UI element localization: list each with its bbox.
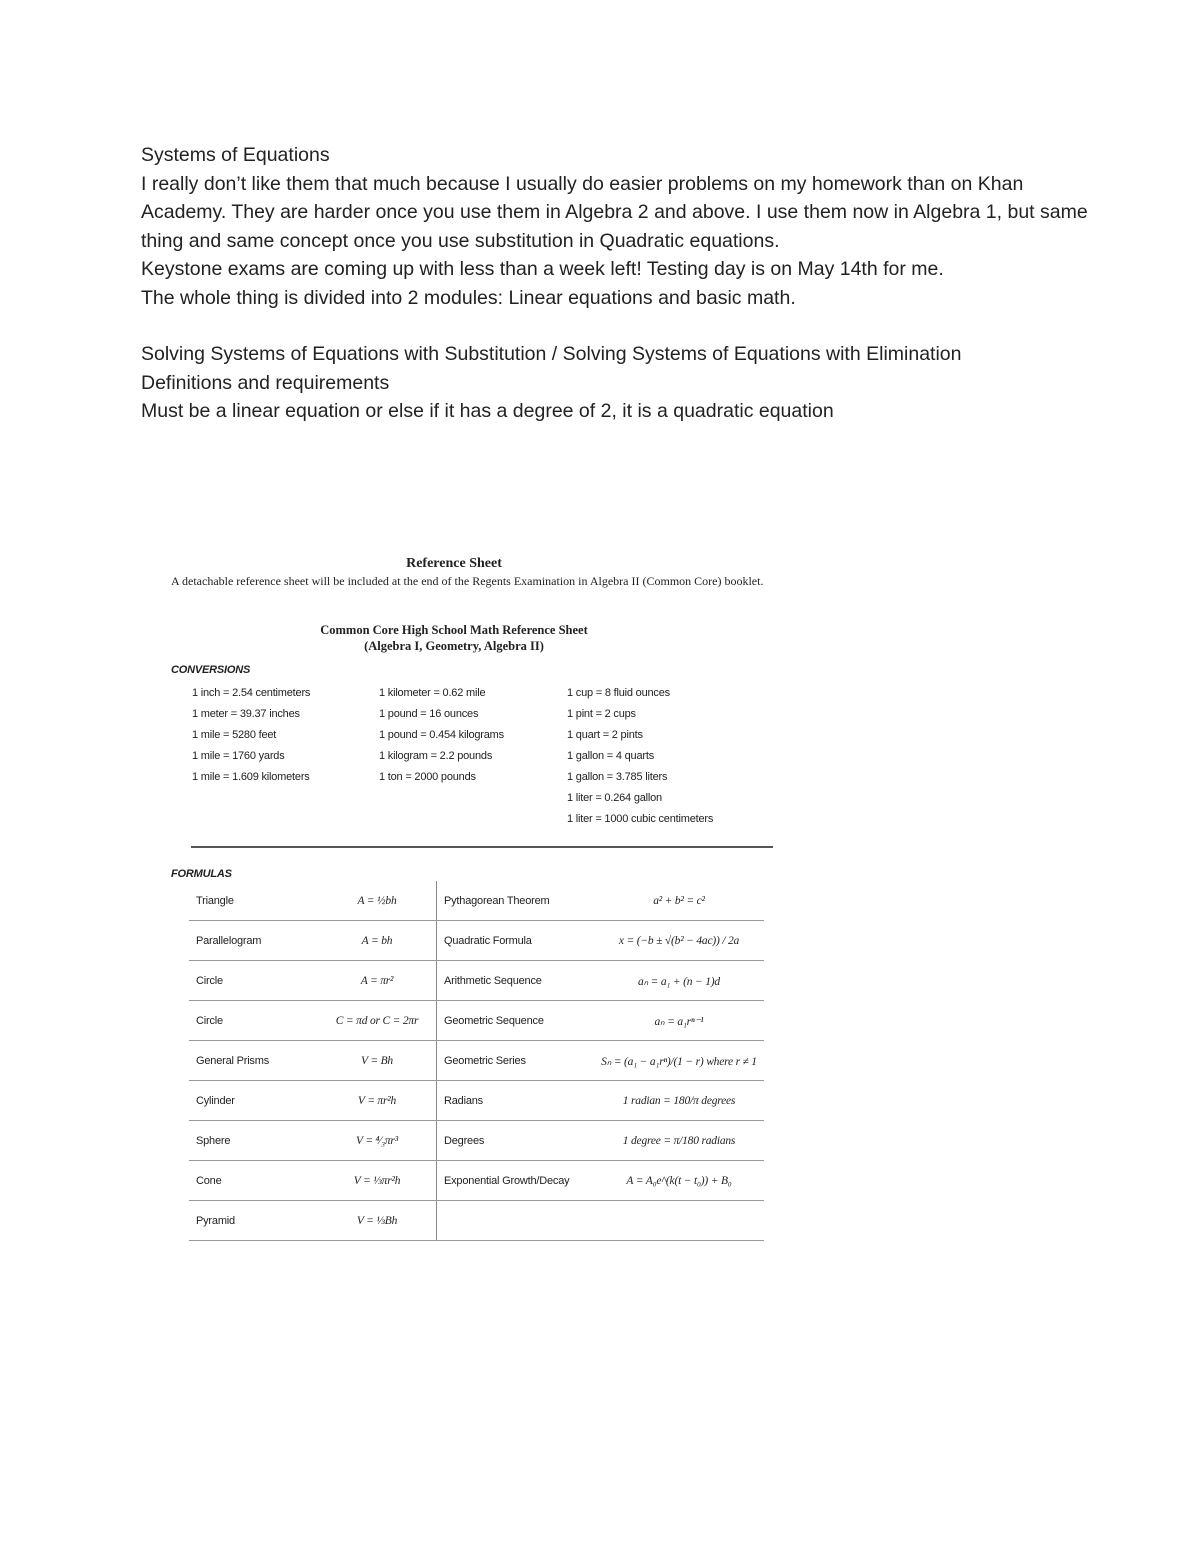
formula-name: Sphere [189, 1121, 318, 1161]
formula-equation: V = ⁴⁄₃πr³ [318, 1121, 437, 1161]
conversion-item: 1 quart = 2 pints [567, 729, 643, 741]
formula-row [189, 1041, 764, 1081]
formula-name: Geometric Sequence [437, 1001, 595, 1041]
common-core-heading: Common Core High School Math Reference Sheet [320, 623, 588, 637]
formula-equation: x = (−b ± √(b² − 4ac)) / 2a [594, 921, 764, 961]
formula-equation: A = A₀e^(k(t − t₀)) + B₀ [594, 1161, 764, 1201]
formula-equation: A = bh [318, 921, 437, 961]
formula-name: Quadratic Formula [437, 921, 595, 961]
formulas-label: FORMULAS [171, 868, 232, 880]
formulas-table [189, 881, 764, 1241]
formula-equation: aₙ = a₁ + (n − 1)d [594, 961, 764, 1001]
paragraph-topics: Solving Systems of Equations with Substitution / Solving Systems of Equations with Elimination [141, 343, 962, 365]
formula-row [189, 881, 764, 921]
formula-row [189, 1081, 764, 1121]
conversion-item: 1 liter = 1000 cubic centimeters [567, 813, 714, 825]
formula-name: Circle [189, 1001, 318, 1041]
conversion-item: 1 cup = 8 fluid ounces [567, 687, 670, 699]
formula-equation: 1 radian = 180/π degrees [594, 1081, 764, 1121]
conversion-item: 1 pound = 16 ounces [379, 708, 479, 720]
formula-row [189, 921, 764, 961]
formula-equation: C = πd or C = 2πr [318, 1001, 437, 1041]
document-body [141, 141, 1101, 426]
formula-equation: A = πr² [318, 961, 437, 1001]
formula-row [189, 1121, 764, 1161]
conversion-item: 1 inch = 2.54 centimeters [192, 687, 311, 699]
conversions-column-volume [567, 683, 713, 830]
formula-equation: V = Bh [318, 1041, 437, 1081]
formula-equation: V = ⅓πr²h [318, 1161, 437, 1201]
formula-row [189, 1001, 764, 1041]
formula-equation: Sₙ = (a₁ − a₁rⁿ)/(1 − r) where r ≠ 1 [594, 1041, 764, 1081]
conversion-item: 1 kilogram = 2.2 pounds [379, 750, 493, 762]
paragraph-opinion: I really don’t like them that much because I usually do easier problems on my homework than on Khan Academy. They are harder once you use them in Algebra 2 and above. I use them now in Algebra 1, but same thing and same concept once you use substitution in Quadratic equations. [141, 172, 1088, 252]
common-core-title [171, 622, 737, 654]
formula-name: Radians [437, 1081, 595, 1121]
conversions-column-weight [379, 683, 504, 788]
formula-equation: V = ⅓Bh [318, 1201, 437, 1241]
conversion-item: 1 mile = 5280 feet [192, 729, 277, 741]
paragraph-modules: The whole thing is divided into 2 modules: Linear equations and basic math. [141, 286, 796, 309]
section-divider [191, 846, 773, 848]
formula-name: Cone [189, 1161, 318, 1201]
formula-equation: aₙ = a₁rⁿ⁻¹ [594, 1001, 764, 1041]
formula-equation: A = ½bh [318, 881, 437, 921]
formula-name: Degrees [437, 1121, 595, 1161]
conversion-item: 1 gallon = 3.785 liters [567, 771, 668, 783]
formula-name: Exponential Growth/Decay [437, 1161, 595, 1201]
formula-row [189, 1201, 764, 1241]
conversions-label: CONVERSIONS [171, 664, 251, 676]
formula-name: Pythagorean Theorem [437, 881, 595, 921]
formula-equation: a² + b² = c² [594, 881, 764, 921]
conversions-column-length [192, 683, 310, 788]
formula-name: Arithmetic Sequence [437, 961, 595, 1001]
formula-equation: 1 degree = π/180 radians [594, 1121, 764, 1161]
formula-name: Geometric Series [437, 1041, 595, 1081]
document-title: Systems of Equations [141, 144, 330, 166]
formula-equation [594, 1201, 764, 1241]
reference-sheet-description: A detachable reference sheet will be included at the end of the Regents Examination in Algebra II (Common Core) booklet. [171, 574, 764, 588]
conversion-item: 1 pint = 2 cups [567, 708, 636, 720]
paragraph-spacer [141, 312, 1101, 340]
formula-name: Parallelogram [189, 921, 318, 961]
conversion-item: 1 liter = 0.264 gallon [567, 792, 662, 804]
conversion-item: 1 pound = 0.454 kilograms [379, 729, 504, 741]
formula-name: Triangle [189, 881, 318, 921]
formula-name [437, 1201, 595, 1241]
formula-row [189, 961, 764, 1001]
formula-name: Circle [189, 961, 318, 1001]
formula-name: Cylinder [189, 1081, 318, 1121]
formula-name: Pyramid [189, 1201, 318, 1241]
conversion-item: 1 gallon = 4 quarts [567, 750, 655, 762]
conversion-item: 1 mile = 1760 yards [192, 750, 285, 762]
formula-name: General Prisms [189, 1041, 318, 1081]
formula-equation: V = πr²h [318, 1081, 437, 1121]
paragraph-definitions: Definitions and requirements [141, 371, 390, 394]
conversion-item: 1 kilometer = 0.62 mile [379, 687, 486, 699]
paragraph-requirement: Must be a linear equation or else if it has a degree of 2, it is a quadratic equation [141, 400, 834, 422]
formula-row [189, 1161, 764, 1201]
common-core-subtitle: (Algebra I, Geometry, Algebra II) [364, 639, 544, 653]
reference-sheet-title: Reference Sheet [406, 556, 502, 571]
conversion-item: 1 meter = 39.37 inches [192, 708, 300, 720]
conversion-item: 1 ton = 2000 pounds [379, 771, 476, 783]
paragraph-keystone: Keystone exams are coming up with less than a week left! Testing day is on May 14th for me. [141, 258, 944, 280]
conversion-item: 1 mile = 1.609 kilometers [192, 771, 310, 783]
